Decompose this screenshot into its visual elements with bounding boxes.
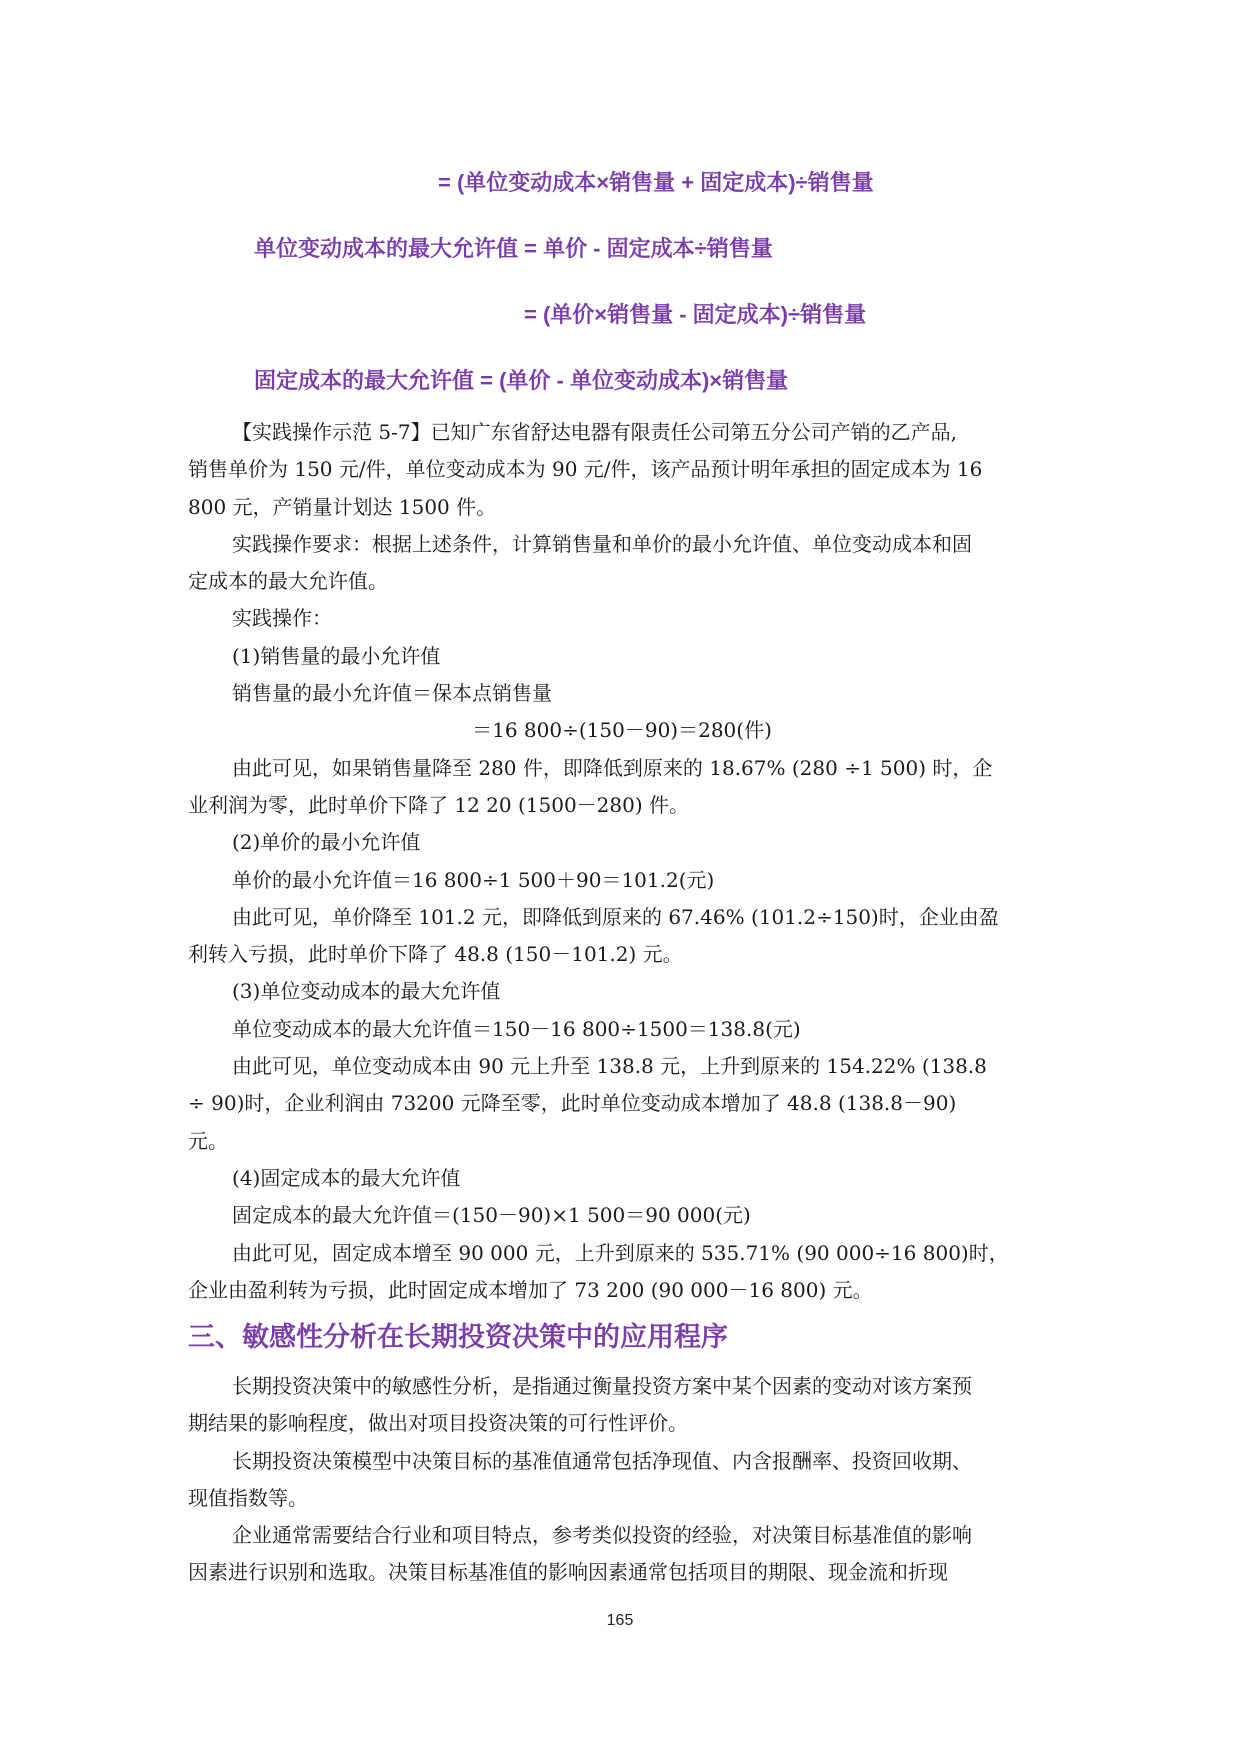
body-line: (1)销售量的最小允许值 (232, 643, 441, 668)
page-number: 165 (606, 1612, 634, 1629)
body-line: 企业由盈利转为亏损，此时固定成本增加了 73 200 (90 000－16 800) 元。 (188, 1277, 873, 1302)
body-line: 单价的最小允许值＝16 800÷1 500＋90＝101.2(元) (232, 867, 715, 892)
body-line: 固定成本的最大允许值＝(150－90)×1 500＝90 000(元) (232, 1203, 751, 1228)
body-line: 企业通常需要结合行业和项目特点，参考类似投资的经验，对决策目标基准值的影响 (232, 1523, 972, 1548)
body-line: 【实践操作示范 5-7】已知广东省舒达电器有限责任公司第五分公司产销的乙产品, (232, 420, 957, 444)
body-line: 由此可见，如果销售量降至 280 件，即降低到原来的 18.67% (280 ÷1 500) 时，企 (232, 755, 993, 780)
body-line: 长期投资决策模型中决策目标的基准值通常包括净现值、内含报酬率、投资回收期、 (232, 1448, 972, 1473)
body-line: (2)单价的最小允许值 (232, 830, 421, 855)
body-line: 业利润为零，此时单价下降了 12 20 (1500－280) 件。 (188, 792, 690, 817)
body-line: (4)固定成本的最大允许值 (232, 1165, 461, 1190)
body-line: 实践操作要求：根据上述条件，计算销售量和单价的最小允许值、单位变动成本和固 (232, 531, 972, 556)
body-line: 800 元，产销量计划达 1500 件。 (188, 494, 497, 519)
body-line: 由此可见，单价降至 101.2 元，即降低到原来的 67.46% (101.2÷150)时，企业由盈 (232, 904, 999, 929)
body-line: 期结果的影响程度，做出对项目投资决策的可行性评价。 (188, 1411, 688, 1436)
body-line: 销售量的最小允许值＝保本点销售量 (232, 681, 552, 706)
section-body (188, 1368, 1056, 1592)
body-line: 长期投资决策中的敏感性分析，是指通过衡量投资方案中某个因素的变动对该方案预 (232, 1374, 972, 1398)
body-line: ÷ 90)时，企业利润由 73200 元降至零，此时单位变动成本增加了 48.8 (138.8－90) (188, 1091, 957, 1116)
formula-line-4: 固定成本的最大允许值 = (单价 - 单位变动成本)×销售量 (254, 368, 789, 393)
body-line: 现值指数等。 (188, 1485, 308, 1510)
body-line: 因素进行识别和选取。决策目标基准值的影响因素通常包括项目的期限、现金流和折现 (188, 1560, 948, 1585)
formula-line-1: = (单位变动成本×销售量 + 固定成本)÷销售量 (438, 170, 874, 195)
formula-line-3: = (单价×销售量 - 固定成本)÷销售量 (524, 302, 867, 327)
section-heading: 三、敏感性分析在长期投资决策中的应用程序 (188, 1322, 728, 1352)
formula-line-2: 单位变动成本的最大允许值 = 单价 - 固定成本÷销售量 (254, 236, 773, 261)
body-line: 定成本的最大允许值。 (188, 569, 388, 594)
body-line: 利转入亏损，此时单价下降了 48.8 (150－101.2) 元。 (188, 942, 683, 967)
body-line: 元。 (188, 1128, 228, 1153)
body-line: (3)单位变动成本的最大允许值 (232, 979, 501, 1004)
example-section (188, 414, 1056, 1309)
body-line: 单位变动成本的最大允许值＝150－16 800÷1500＝138.8(元) (232, 1016, 801, 1041)
body-line: 销售单价为 150 元/件，单位变动成本为 90 元/件，该产品预计明年承担的固定成本为 16 (188, 457, 983, 482)
body-line: 由此可见，固定成本增至 90 000 元，上升到原来的 535.71% (90 000÷16 800)时， (232, 1240, 1009, 1265)
body-line: 由此可见，单位变动成本由 90 元上升至 138.8 元，上升到原来的 154.22% (138.8 (232, 1054, 987, 1079)
body-line: ＝16 800÷(150－90)＝280(件) (472, 718, 772, 743)
body-line: 实践操作： (232, 606, 332, 631)
